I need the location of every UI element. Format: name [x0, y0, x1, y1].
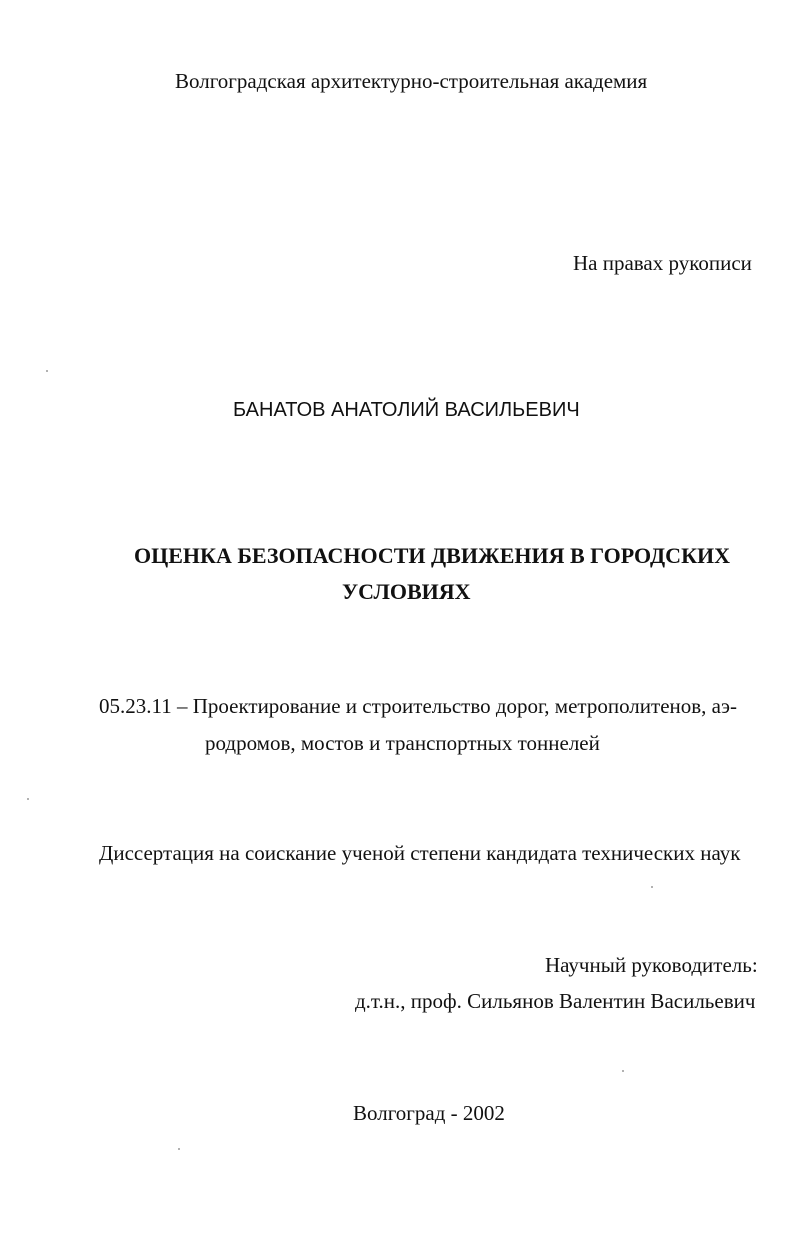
supervisor-label: Научный руководитель:: [545, 953, 758, 977]
institution-name: Волгоградская архитектурно-строительная академия: [175, 69, 648, 93]
scan-speck: [651, 886, 653, 888]
scan-speck: [178, 1148, 180, 1150]
degree-statement: Диссертация на соискание ученой степени кандидата технических наук: [99, 841, 741, 865]
scan-speck: [622, 1070, 624, 1072]
specialty-line-2: родромов, мостов и транспортных тоннелей: [205, 731, 600, 755]
supervisor-name: д.т.н., проф. Сильянов Валентин Васильевич: [355, 989, 756, 1013]
city-year: Волгоград - 2002: [353, 1101, 505, 1125]
dissertation-title-line-1: ОЦЕНКА БЕЗОПАСНОСТИ ДВИЖЕНИЯ В ГОРОДСКИХ: [134, 543, 731, 568]
scan-speck: [46, 370, 48, 372]
author-name: БАНАТОВ АНАТОЛИЙ ВАСИЛЬЕВИЧ: [233, 399, 580, 421]
dissertation-title-line-2: УСЛОВИЯХ: [342, 579, 471, 604]
scan-speck: [27, 798, 29, 800]
manuscript-note: На правах рукописи: [573, 251, 752, 275]
specialty-line-1: 05.23.11 – Проектирование и строительство дорог, метрополитенов, аэ-: [99, 694, 737, 718]
